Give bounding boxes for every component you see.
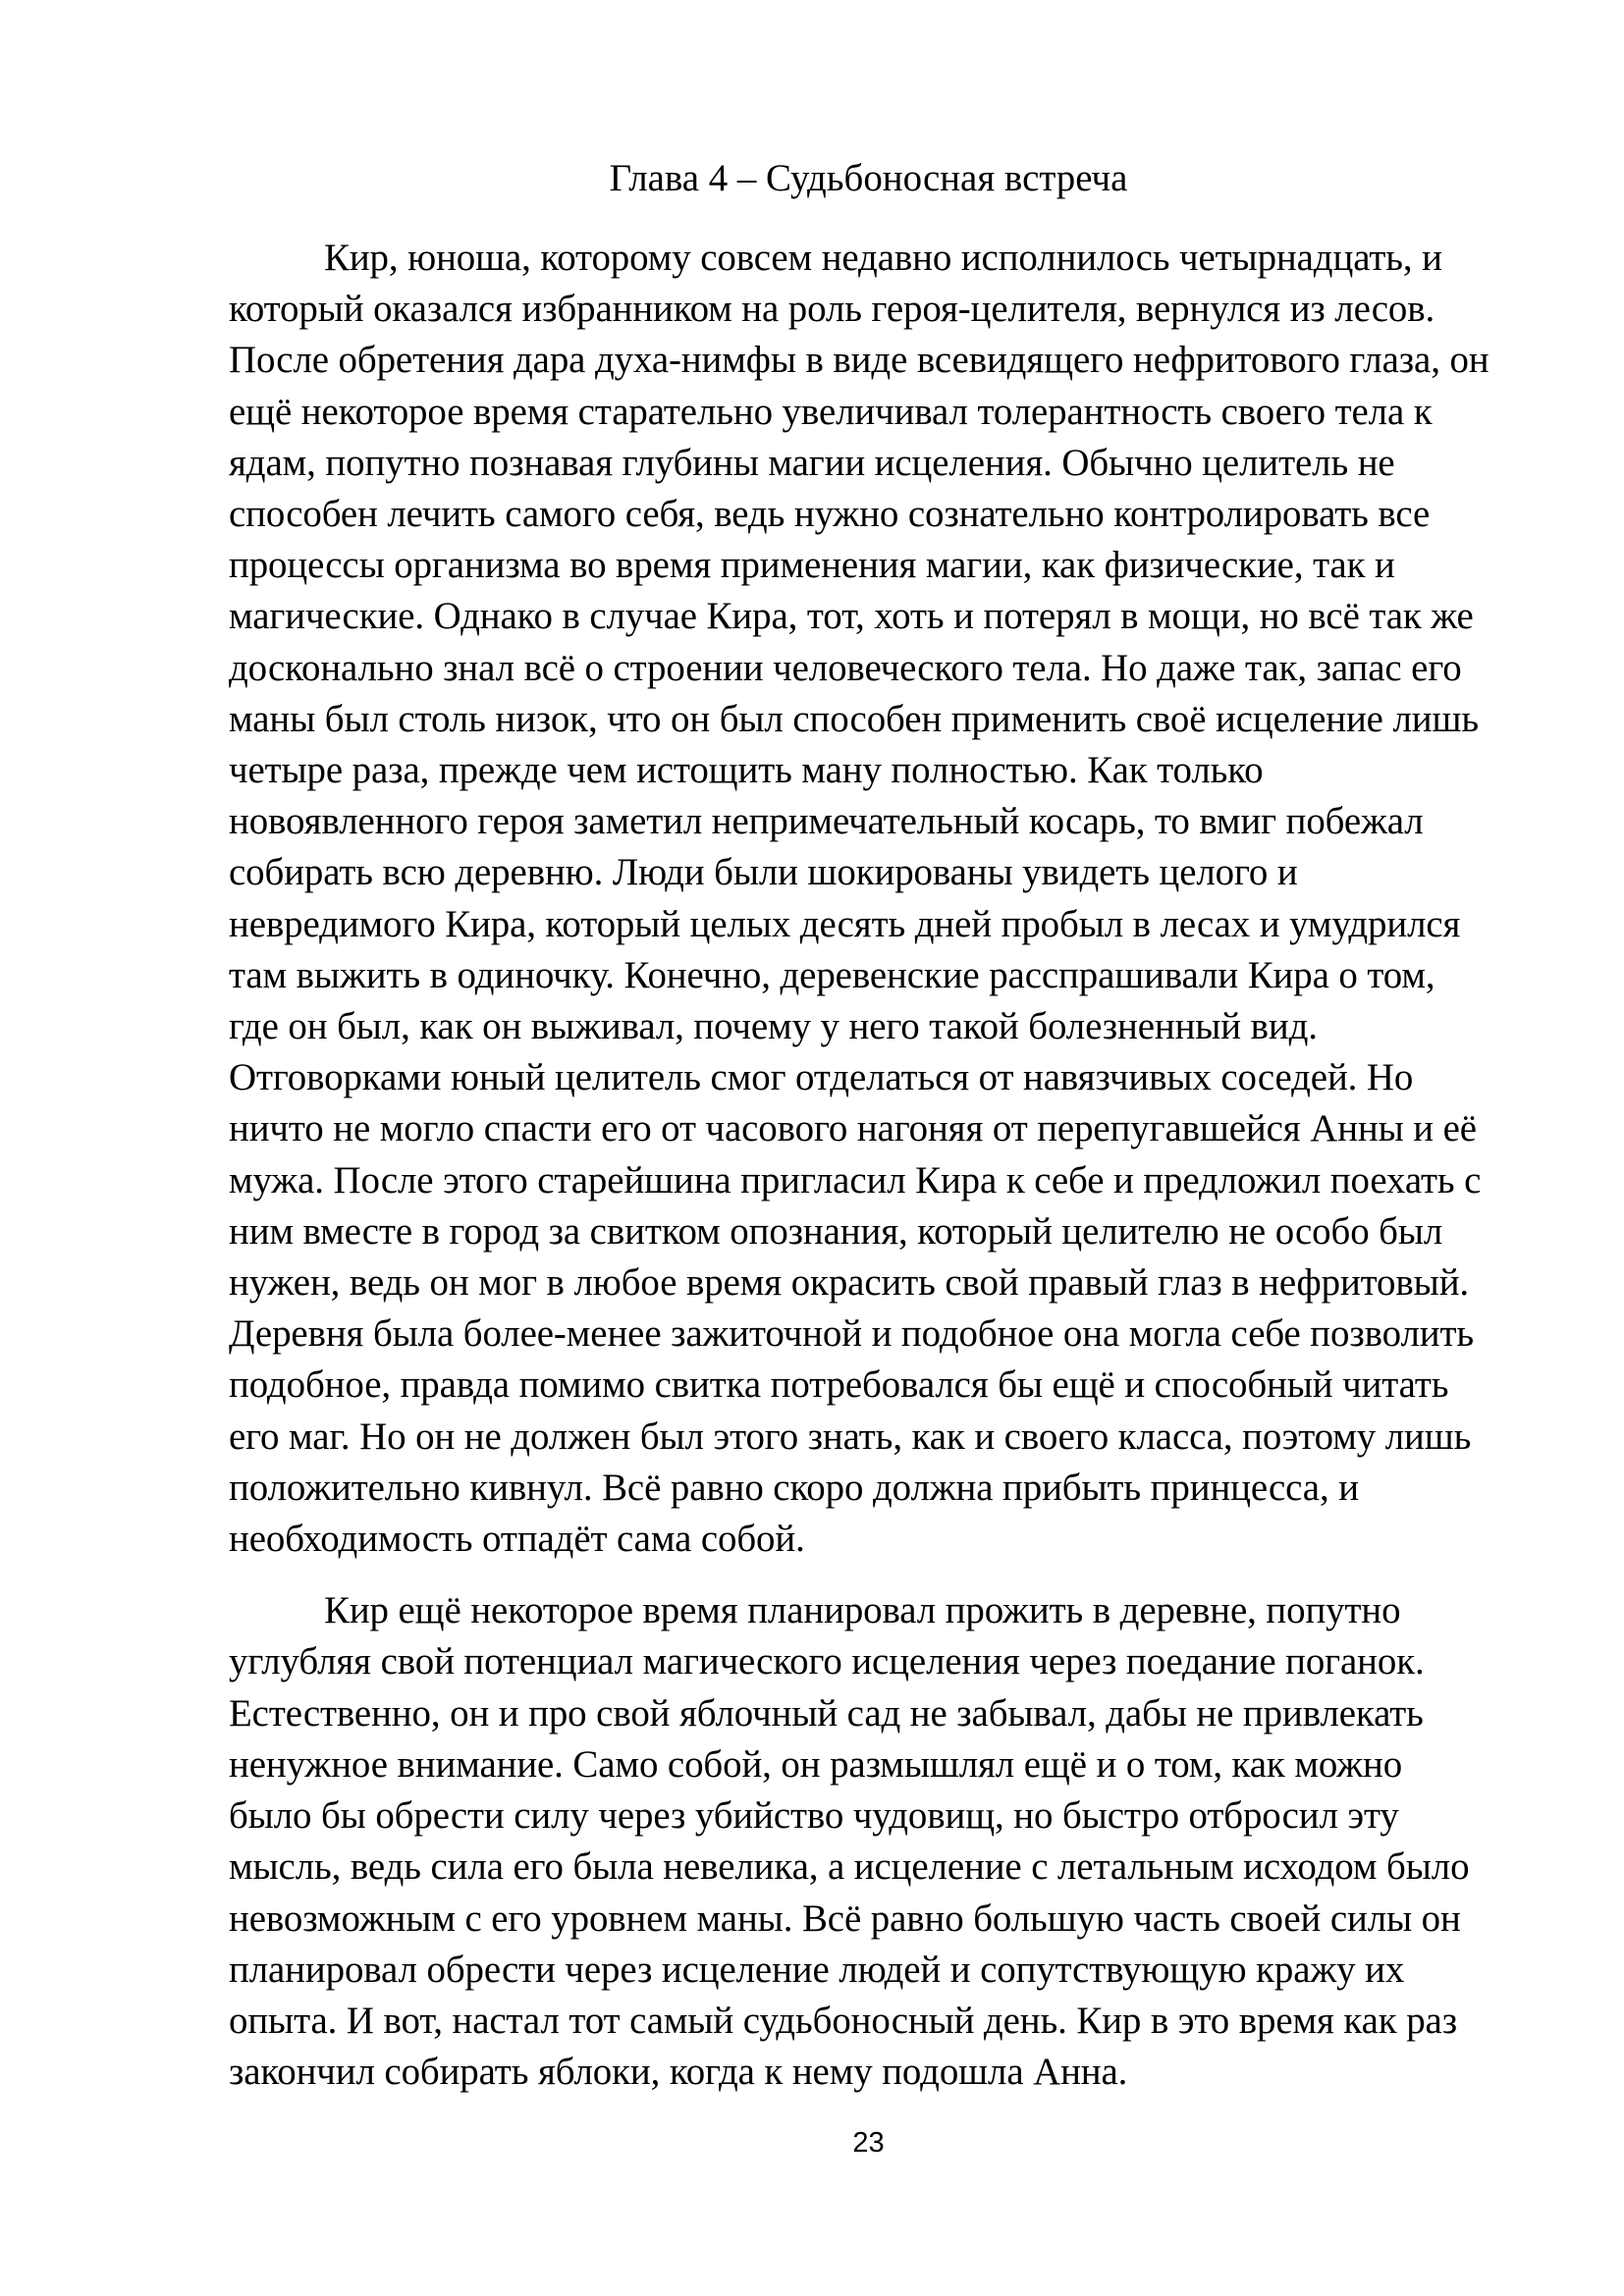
text-line: ещё некоторое время старательно увеличивал толерантность своего тела к — [229, 390, 1433, 433]
text-line: ядам, попутно познавая глубины магии исцеления. Обычно целитель не — [229, 441, 1395, 484]
text-line: ним вместе в город за свитком опознания, который целителю не особо был — [229, 1209, 1443, 1253]
text-line: нужен, ведь он мог в любое время окрасить свой правый глаз в нефритовый. — [229, 1261, 1470, 1305]
text-line: мужа. После этого старейшина пригласил Кира к себе и предложил поехать с — [229, 1158, 1482, 1201]
document-body — [229, 233, 1508, 2098]
text-line: способен лечить самого себя, ведь нужно сознательно контролировать все — [229, 493, 1431, 536]
text-line: необходимость отпадёт сама собой. — [229, 1518, 805, 1561]
text-line: маны был столь низок, что он был способен применить своё исцеление лишь — [229, 697, 1479, 740]
text-line: закончил собирать яблоки, когда к нему подошла Анна. — [229, 2051, 1128, 2094]
page-number: 23 — [852, 2127, 885, 2159]
text-line: процессы организма во время применения магии, как физические, так и — [229, 544, 1395, 587]
text-line: его маг. Но он не должен был этого знать, как и своего класса, поэтому лишь — [229, 1415, 1472, 1458]
text-line: Естественно, он и про свой яблочный сад не забывал, дабы не привлекать — [229, 1691, 1424, 1735]
text-line: Деревня была более-менее зажиточной и подобное она могла себе позволить — [229, 1312, 1475, 1356]
text-line: невозможным с его уровнем маны. Всё равно большую часть своей силы он — [229, 1896, 1461, 1940]
text-line: положительно кивнул. Всё равно скоро должна прибыть принцесса, и — [229, 1466, 1359, 1509]
text-line: ненужное внимание. Само собой, он размышлял ещё и о том, как можно — [229, 1742, 1403, 1786]
text-line: собирать всю деревню. Люди были шокированы увидеть целого и — [229, 851, 1298, 894]
text-line: магические. Однако в случае Кира, тот, хоть и потерял в мощи, но всё так же — [229, 595, 1474, 638]
text-line: Отговорками юный целитель смог отделаться от навязчивых соседей. Но — [229, 1056, 1414, 1099]
text-line: подобное, правда помимо свитка потребовался бы ещё и способный читать — [229, 1363, 1449, 1407]
text-line: Кир ещё некоторое время планировал прожить в деревне, попутно — [324, 1589, 1401, 1632]
text-line: опыта. И вот, настал тот самый судьбоносный день. Кир в это время как раз — [229, 1999, 1457, 2042]
text-line: там выжить в одиночку. Конечно, деревенские расспрашивали Кира о том, — [229, 953, 1435, 996]
text-line: углубляя свой потенциал магического исцеления через поедание поганок. — [229, 1640, 1425, 1683]
text-line: Кир, юноша, которому совсем недавно исполнилось четырнадцать, и — [324, 237, 1442, 279]
text-line: мысль, ведь сила его была невелика, а исцеление с летальным исходом было — [229, 1845, 1470, 1889]
text-line: После обретения дара духа-нимфы в виде всевидящего нефритового глаза, он — [229, 339, 1489, 382]
paragraph — [229, 233, 1508, 1565]
text-line: невредимого Кира, который целых десять дней пробыл в лесах и умудрился — [229, 902, 1461, 945]
text-line: четыре раза, прежде чем истощить ману полностью. Как только — [229, 749, 1264, 792]
document-content — [229, 152, 1508, 2098]
text-line: досконально знал всё о строении человеческого тела. Но даже так, запас его — [229, 646, 1462, 689]
paragraph — [229, 1585, 1508, 2098]
text-line: новоявленного героя заметил непримечательный косарь, то вмиг побежал — [229, 800, 1424, 843]
text-line: планировал обрести через исцеление людей и сопутствующую кражу их — [229, 1948, 1405, 1991]
text-line: было бы обрести силу через убийство чудовищ, но быстро отбросил эту — [229, 1794, 1399, 1838]
text-line: который оказался избранником на роль героя-целителя, вернулся из лесов. — [229, 288, 1435, 331]
chapter-title: Глава 4 – Судьбоносная встреча — [609, 157, 1128, 199]
text-line: ничто не могло спасти его от часового нагоняя от перепугавшейся Анны и её — [229, 1107, 1477, 1150]
text-line: где он был, как он выживал, почему у него такой болезненный вид. — [229, 1005, 1318, 1048]
